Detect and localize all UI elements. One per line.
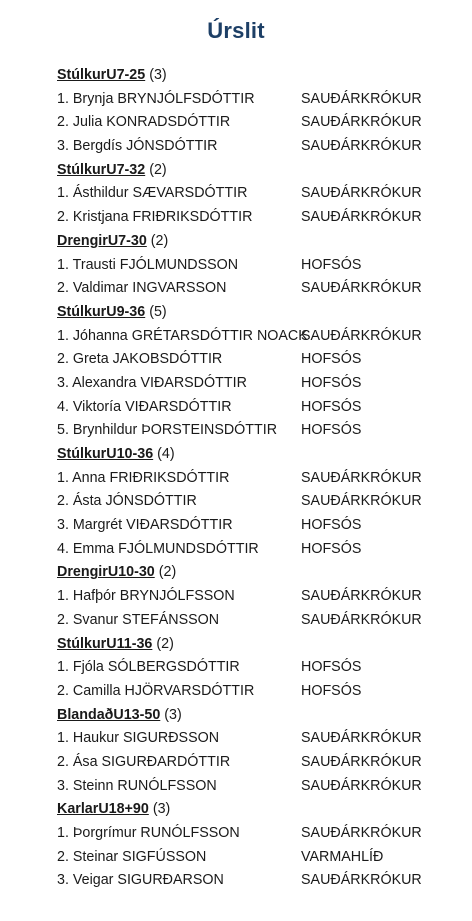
athlete-name: 4. Emma FJÓLMUNDSDÓTTIR (57, 540, 259, 557)
athlete-club: SAUÐÁRKRÓKUR (301, 872, 422, 889)
athlete-name: 1. Haukur SIGURÐSSON (57, 730, 220, 747)
athlete-club: HOFSÓS (301, 398, 362, 415)
group-count: (3) (164, 706, 182, 723)
athlete-name: 1. Trausti FJÓLMUNDSSON (57, 256, 239, 273)
athlete-name: 2. Valdimar INGVARSSON (57, 280, 227, 297)
group-name-link[interactable]: BlandaðU13-50 (57, 706, 161, 723)
group-header (57, 443, 457, 467)
athlete-club: SAUÐÁRKRÓKUR (301, 777, 422, 794)
athlete-name: 2. Ásta JÓNSDÓTTIR (57, 493, 197, 510)
athlete-club: SAUÐÁRKRÓKUR (301, 138, 422, 155)
group-name-link[interactable]: StúlkurU7-25 (57, 67, 146, 83)
result-row (57, 846, 457, 870)
result-row (57, 111, 457, 135)
athlete-club: HOFSÓS (301, 422, 362, 439)
group-name-link[interactable]: StúlkurU10-36 (57, 446, 154, 462)
result-row (57, 751, 457, 775)
athlete-name: 2. Julia KONRADSDÓTTIR (57, 114, 231, 131)
athlete-club: SAUÐÁRKRÓKUR (301, 753, 422, 770)
result-row (57, 467, 457, 491)
athlete-club: HOFSÓS (301, 256, 362, 273)
result-row (57, 869, 457, 893)
group-count: (2) (150, 232, 169, 249)
group-header (57, 798, 457, 822)
athlete-name: 2. Greta JAKOBSDÓTTIR (57, 351, 223, 368)
athlete-name: 1. Fjóla SÓLBERGSDÓTTIR (57, 659, 240, 676)
athlete-name: 3. Veigar SIGURÐARSON (57, 872, 224, 889)
athlete-club: SAUÐÁRKRÓKUR (301, 185, 422, 202)
result-row (57, 419, 457, 443)
group-name-link[interactable]: DrengirU7-30 (57, 232, 147, 249)
athlete-club: SAUÐÁRKRÓKUR (301, 611, 422, 628)
group-name-link[interactable]: StúlkurU11-36 (57, 635, 153, 652)
group-header (57, 561, 457, 585)
athlete-name: 1. Hafþór BRYNJÓLFSSON (57, 588, 235, 605)
athlete-name: 5. Brynhildur ÞORSTEINSDÓTTIR (57, 422, 278, 439)
result-row (57, 182, 457, 206)
athlete-club: SAUÐÁRKRÓKUR (301, 825, 422, 841)
athlete-name: 1. Jóhanna GRÉTARSDÓTTIR NOACK (57, 327, 308, 344)
result-row (57, 254, 457, 278)
group-name-link[interactable]: KarlarU18+90 (57, 801, 149, 818)
result-row (57, 514, 457, 538)
group-count: (4) (157, 446, 175, 462)
group-count: (5) (149, 303, 167, 320)
athlete-club: HOFSÓS (301, 374, 362, 391)
result-row (57, 490, 457, 514)
athlete-name: 2. Svanur STEFÁNSSON (57, 611, 220, 628)
athlete-club: SAUÐÁRKRÓKUR (301, 90, 422, 107)
group-count: (2) (158, 564, 177, 581)
group-count: (2) (156, 635, 174, 652)
result-row (57, 396, 457, 420)
group-header (57, 301, 457, 325)
athlete-club: SAUÐÁRKRÓKUR (301, 730, 422, 747)
group-header (57, 159, 457, 183)
group-name-link[interactable]: StúlkurU9-36 (57, 303, 146, 320)
athlete-club: HOFSÓS (301, 351, 362, 368)
athlete-name: 2. Steinar SIGFÚSSON (57, 848, 207, 865)
athlete-club: SAUÐÁRKRÓKUR (301, 327, 422, 344)
athlete-name: 1. Brynja BRYNJÓLFSDÓTTIR (57, 90, 255, 107)
result-row (57, 135, 457, 159)
result-row (57, 656, 457, 680)
results-list (57, 64, 457, 893)
athlete-name: 1. Anna FRIÐRIKSDÓTTIR (57, 469, 230, 486)
result-row (57, 348, 457, 372)
athlete-club: SAUÐÁRKRÓKUR (301, 280, 422, 297)
athlete-name: 2. Kristjana FRIÐRIKSDÓTTIR (57, 209, 253, 226)
result-row (57, 609, 457, 633)
group-count: (3) (152, 801, 171, 818)
result-row (57, 206, 457, 230)
athlete-club: SAUÐÁRKRÓKUR (301, 493, 422, 510)
athlete-club: VARMAHLÍÐ (301, 848, 384, 865)
athlete-club: HOFSÓS (301, 517, 362, 534)
group-name-link[interactable]: StúlkurU7-32 (57, 161, 146, 178)
athlete-club: HOFSÓS (301, 540, 362, 557)
group-header (57, 633, 457, 657)
result-row (57, 727, 457, 751)
athlete-name: 2. Camilla HJÖRVARSDÓTTIR (57, 682, 255, 699)
result-row (57, 680, 457, 704)
result-row (57, 585, 457, 609)
athlete-club: HOFSÓS (301, 682, 362, 699)
athlete-club: SAUÐÁRKRÓKUR (301, 588, 422, 605)
athlete-club: SAUÐÁRKRÓKUR (301, 209, 422, 226)
athlete-name: 3. Margrét VIÐARSDÓTTIR (57, 517, 233, 534)
result-row (57, 822, 457, 846)
athlete-name: 3. Steinn RUNÓLFSSON (57, 777, 217, 794)
result-row (57, 775, 457, 799)
athlete-name: 4. Viktoría VIÐARSDÓTTIR (57, 398, 232, 415)
athlete-club: SAUÐÁRKRÓKUR (301, 469, 422, 486)
group-header (57, 704, 457, 728)
athlete-name: 3. Bergdís JÓNSDÓTTIR (57, 138, 218, 155)
athlete-name: 1. Þorgrímur RUNÓLFSSON (57, 825, 240, 841)
athlete-name: 3. Alexandra VIÐARSDÓTTIR (57, 374, 247, 391)
athlete-name: 2. Ása SIGURÐARDÓTTIR (57, 753, 231, 770)
athlete-club: HOFSÓS (301, 659, 362, 676)
result-row (57, 325, 457, 349)
group-header (57, 230, 457, 254)
group-count: (3) (149, 67, 167, 83)
result-row (57, 538, 457, 562)
athlete-club: SAUÐÁRKRÓKUR (301, 114, 422, 131)
group-name-link[interactable]: DrengirU10-30 (57, 564, 155, 581)
athlete-name: 1. Ásthildur SÆVARSDÓTTIR (57, 185, 248, 202)
group-header (57, 64, 457, 88)
group-count: (2) (149, 161, 167, 178)
result-row (57, 88, 457, 112)
result-row (57, 277, 457, 301)
result-row (57, 372, 457, 396)
page-title: Úrslit (207, 18, 265, 43)
